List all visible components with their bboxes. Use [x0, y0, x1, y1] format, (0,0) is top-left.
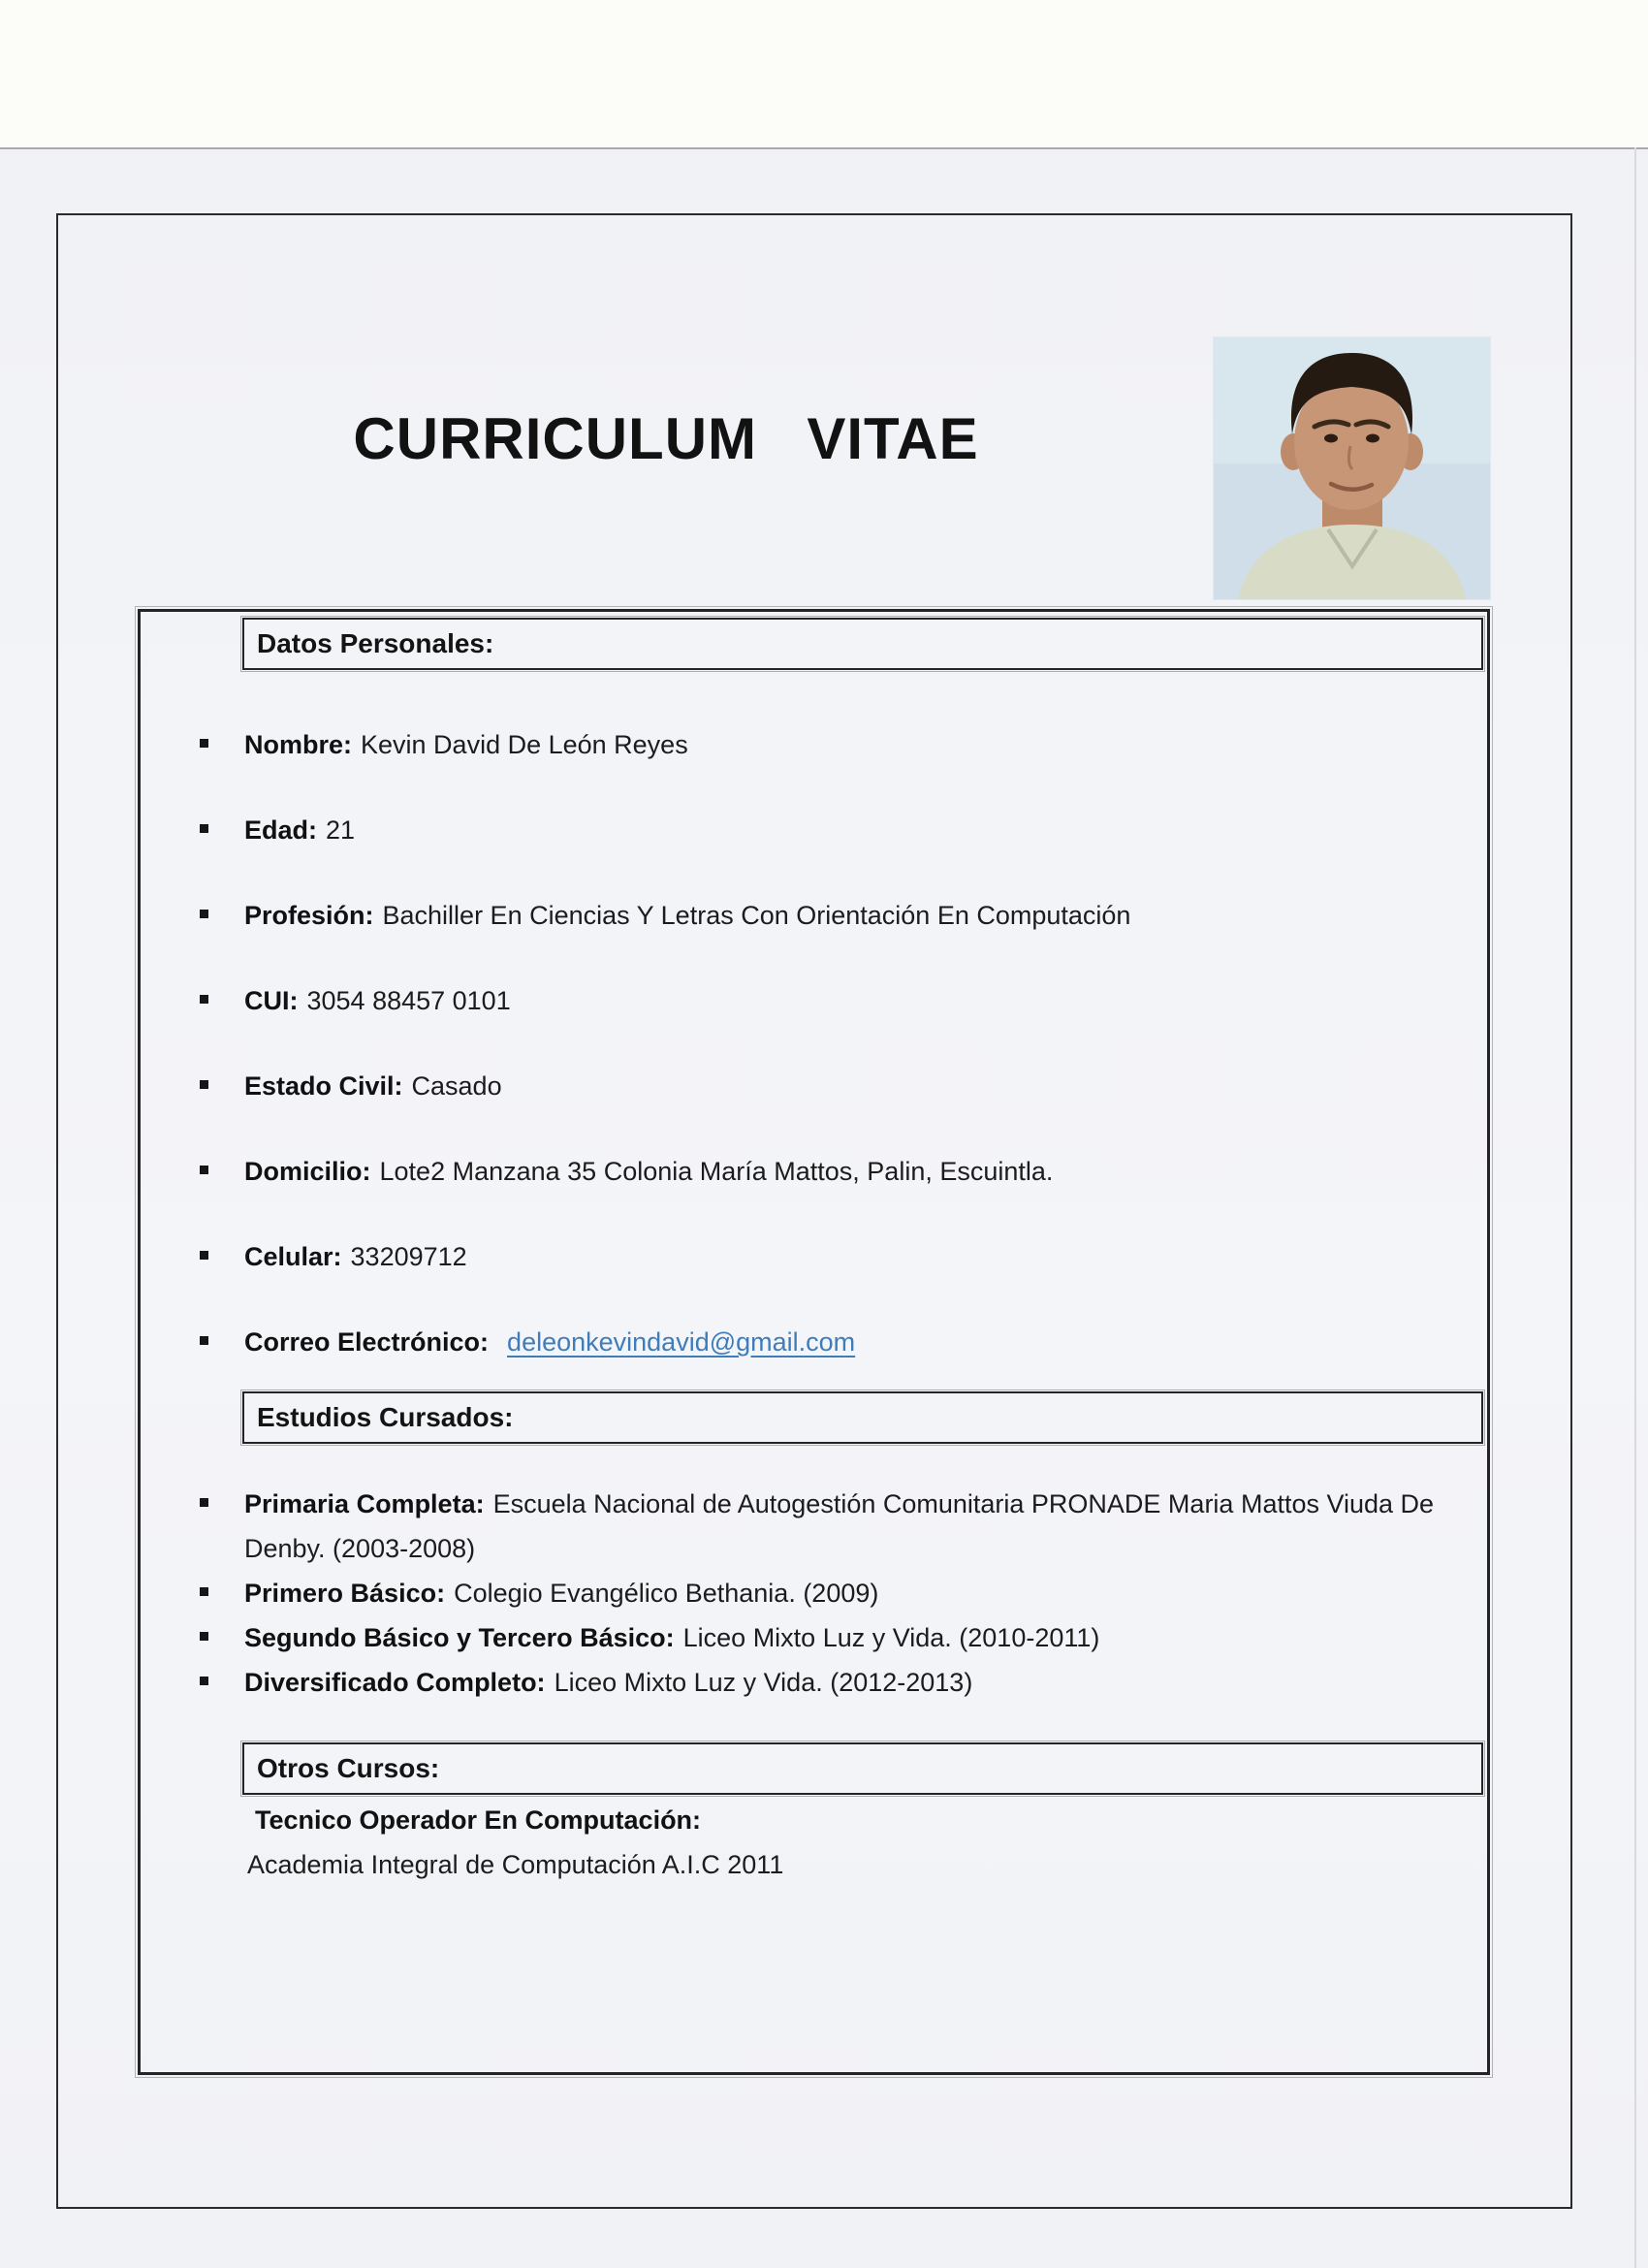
section-header-label: Datos Personales: — [257, 628, 494, 658]
item-value: Bachiller En Ciencias Y Letras Con Orientación En Computación — [382, 901, 1131, 930]
list-item-nombre — [200, 725, 1446, 764]
list-item-estado-civil — [200, 1067, 1446, 1105]
item-label: Primero Básico: — [244, 1579, 446, 1608]
item-value: 33209712 — [350, 1242, 467, 1271]
page-title: CURRICULUM VITAE — [353, 406, 979, 471]
item-label: CUI: — [244, 986, 299, 1015]
item-label: Primaria Completa: — [244, 1489, 485, 1518]
bullet-icon — [200, 1336, 208, 1345]
item-value: Colegio Evangélico Bethania. (2009) — [454, 1579, 879, 1608]
item-value: Kevin David De León Reyes — [361, 730, 688, 759]
item-label: Profesión: — [244, 901, 374, 930]
list-item-diversificado — [200, 1660, 1446, 1705]
item-label: Correo Electrónico: — [244, 1327, 490, 1357]
item-value: Casado — [411, 1071, 502, 1101]
estudios-list — [200, 1482, 1446, 1705]
list-item-cui — [200, 981, 1446, 1020]
section-header-label: Otros Cursos: — [257, 1753, 440, 1783]
item-value: 21 — [326, 815, 356, 845]
course-title: Tecnico Operador En Computación: — [255, 1805, 702, 1835]
item-value: 3054 88457 0101 — [306, 986, 511, 1015]
item-label: Nombre: — [244, 730, 353, 759]
item-value: Escuela Nacional de Autogestión Comunitaria PRONADE Maria Mattos Viuda De Denby. (2003-2008) — [244, 1489, 1435, 1563]
section-header-otros-cursos — [242, 1742, 1483, 1795]
section-header-estudios-cursados — [242, 1391, 1483, 1444]
item-label: Estado Civil: — [244, 1071, 403, 1101]
bullet-icon — [200, 1677, 208, 1685]
bullet-icon — [200, 995, 208, 1004]
item-value: Liceo Mixto Luz y Vida. (2010-2011) — [682, 1623, 1100, 1652]
list-item-primaria — [200, 1482, 1446, 1571]
list-item-celular — [200, 1237, 1446, 1276]
item-value: Liceo Mixto Luz y Vida. (2012-2013) — [554, 1668, 973, 1697]
course-detail: Academia Integral de Computación A.I.C 2011 — [247, 1850, 784, 1879]
bullet-icon — [200, 739, 208, 748]
bullet-icon — [200, 1080, 208, 1089]
item-label: Diversificado Completo: — [244, 1668, 546, 1697]
bullet-icon — [200, 1587, 208, 1596]
item-label: Domicilio: — [244, 1157, 371, 1186]
list-item-edad — [200, 811, 1446, 849]
list-item-segundo-tercero-basico — [200, 1615, 1446, 1660]
list-item-profesion — [200, 896, 1446, 935]
item-value: Lote2 Manzana 35 Colonia María Mattos, Palin, Escuintla. — [379, 1157, 1054, 1186]
portrait-photo — [1214, 337, 1490, 599]
item-label: Celular: — [244, 1242, 342, 1271]
email-link[interactable]: deleonkevindavid@gmail.com — [507, 1327, 856, 1357]
bullet-icon — [200, 1632, 208, 1641]
list-item-domicilio — [200, 1152, 1446, 1191]
bullet-icon — [200, 910, 208, 918]
bullet-icon — [200, 1251, 208, 1260]
list-item-primero-basico — [200, 1571, 1446, 1615]
item-label: Edad: — [244, 815, 318, 845]
bullet-icon — [200, 824, 208, 833]
bullet-icon — [200, 1498, 208, 1507]
list-item-correo — [200, 1323, 1446, 1361]
section-header-label: Estudios Cursados: — [257, 1402, 514, 1432]
item-label: Segundo Básico y Tercero Básico: — [244, 1623, 675, 1652]
section-header-datos-personales — [242, 618, 1483, 670]
paper-edge — [1634, 147, 1636, 2268]
bullet-icon — [200, 1166, 208, 1174]
